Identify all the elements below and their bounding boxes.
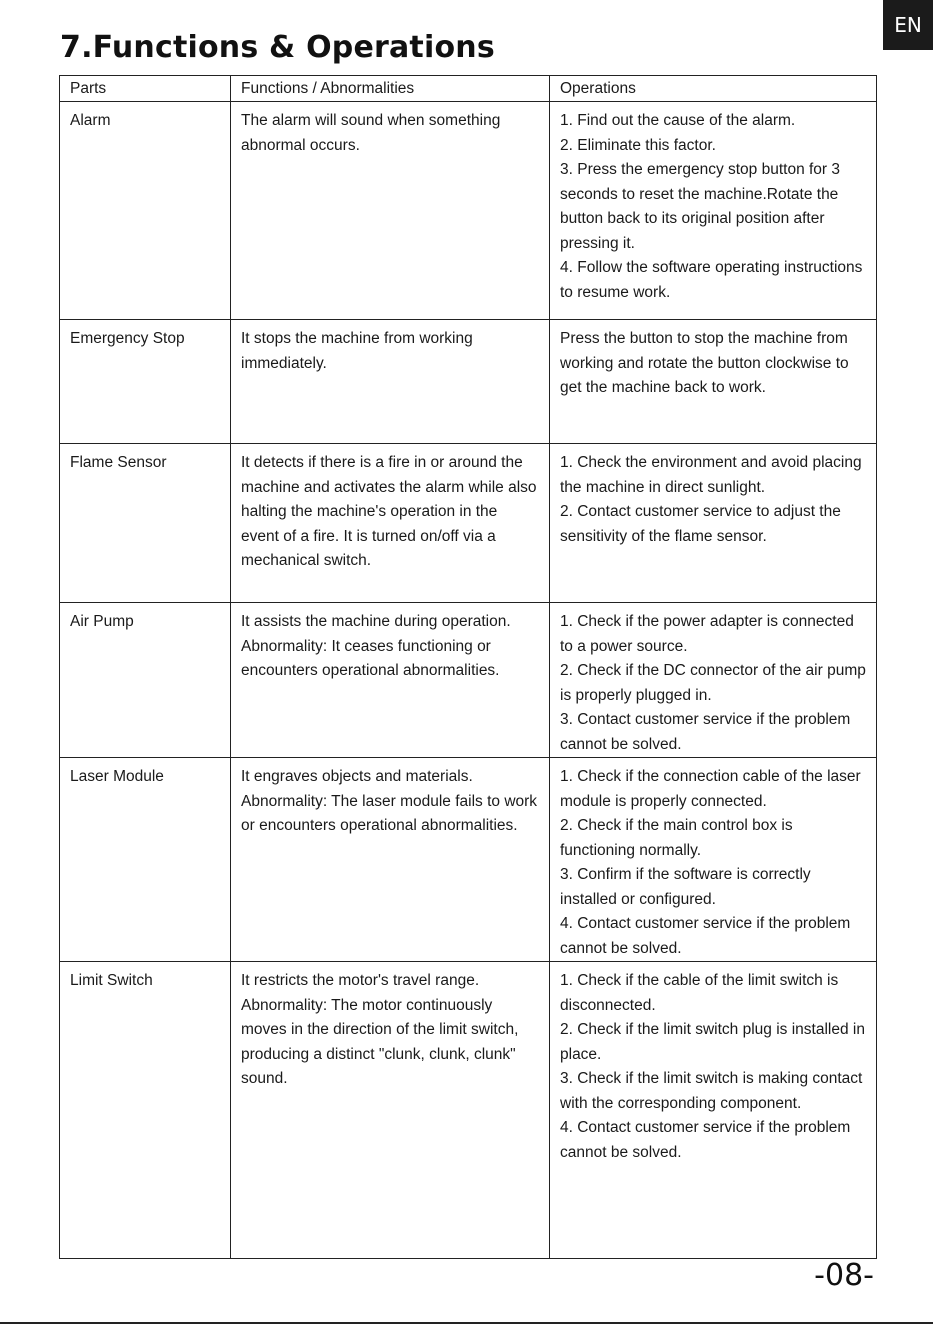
operation-line: 3. Confirm if the software is correctly installed or configured. (560, 866, 811, 908)
function-line: It engraves objects and materials. (241, 768, 473, 785)
functions-cell (231, 603, 550, 758)
operation-line: 1. Find out the cause of the alarm. (560, 112, 796, 129)
function-line: Abnormality: It ceases functioning or encounters operational abnormalities. (241, 637, 500, 679)
language-tab: EN (883, 0, 933, 50)
operations-cell (550, 102, 877, 320)
table-row-air-pump (60, 603, 877, 758)
page-title: 7.Functions & Operations (60, 30, 495, 65)
function-line: Abnormality: The motor continuously moves in the direction of the limit switch, producing a distinct "clunk, clunk, clunk" sound. (241, 996, 519, 1087)
operations-cell (550, 758, 877, 962)
part-cell: Air Pump (60, 603, 231, 758)
header-operations: Operations (550, 76, 877, 102)
operation-line: 1. Check the environment and avoid placing the machine in direct sunlight. (560, 454, 862, 496)
operation-line: 3. Check if the limit switch is making contact with the corresponding component. (560, 1070, 863, 1112)
table-row-alarm (60, 102, 877, 320)
function-line: It assists the machine during operation. (241, 613, 511, 630)
function-line: It restricts the motor's travel range. (241, 972, 480, 989)
table-row-laser-module (60, 758, 877, 962)
operation-line: 4. Contact customer service if the problem cannot be solved. (560, 915, 851, 957)
function-line: It stops the machine from working immediately. (241, 330, 473, 372)
function-line: It detects if there is a fire in or around the machine and activates the alarm while also halting the machine's operation in the event of a fire. It is turned on/off via a mechanical switch. (241, 454, 537, 569)
page-number: -08- (814, 1258, 874, 1293)
operation-line: 1. Check if the power adapter is connected to a power source. (560, 613, 854, 655)
operation-line: 2. Check if the DC connector of the air pump is properly plugged in. (560, 662, 866, 704)
function-line: The alarm will sound when something abnormal occurs. (241, 112, 501, 154)
functions-cell (231, 102, 550, 320)
part-cell: Limit Switch (60, 962, 231, 1259)
operations-cell (550, 444, 877, 603)
table-header-row (60, 76, 877, 102)
operation-line: 2. Check if the limit switch plug is installed in place. (560, 1021, 865, 1063)
part-cell: Emergency Stop (60, 320, 231, 444)
part-cell: Alarm (60, 102, 231, 320)
operation-line: 3. Contact customer service if the problem cannot be solved. (560, 711, 851, 753)
operation-line: 3. Press the emergency stop button for 3 seconds to reset the machine.Rotate the button back to its original position after pressing it. (560, 161, 841, 252)
operation-line: Press the button to stop the machine from working and rotate the button clockwise to get the machine back to work. (560, 330, 849, 396)
operation-line: 2. Check if the main control box is functioning normally. (560, 817, 793, 859)
part-cell: Laser Module (60, 758, 231, 962)
functions-operations-table (59, 75, 877, 1259)
table-row-limit-switch (60, 962, 877, 1259)
functions-cell (231, 962, 550, 1259)
operation-line: 4. Contact customer service if the problem cannot be solved. (560, 1119, 851, 1161)
operation-line: 1. Check if the cable of the limit switch is disconnected. (560, 972, 839, 1014)
function-line: Abnormality: The laser module fails to work or encounters operational abnormalities. (241, 792, 538, 834)
functions-cell (231, 758, 550, 962)
operation-line: 2. Contact customer service to adjust the sensitivity of the flame sensor. (560, 503, 841, 545)
operations-cell (550, 320, 877, 444)
part-cell: Flame Sensor (60, 444, 231, 603)
functions-cell (231, 320, 550, 444)
operations-cell (550, 962, 877, 1259)
header-functions: Functions / Abnormalities (231, 76, 550, 102)
operation-line: 1. Check if the connection cable of the laser module is properly connected. (560, 768, 861, 810)
operation-line: 2. Eliminate this factor. (560, 136, 716, 154)
table-row-flame-sensor (60, 444, 877, 603)
operation-line: 4. Follow the software operating instructions to resume work. (560, 259, 863, 301)
functions-cell (231, 444, 550, 603)
table-row-emergency-stop (60, 320, 877, 444)
header-parts: Parts (60, 76, 231, 102)
operations-cell (550, 603, 877, 758)
